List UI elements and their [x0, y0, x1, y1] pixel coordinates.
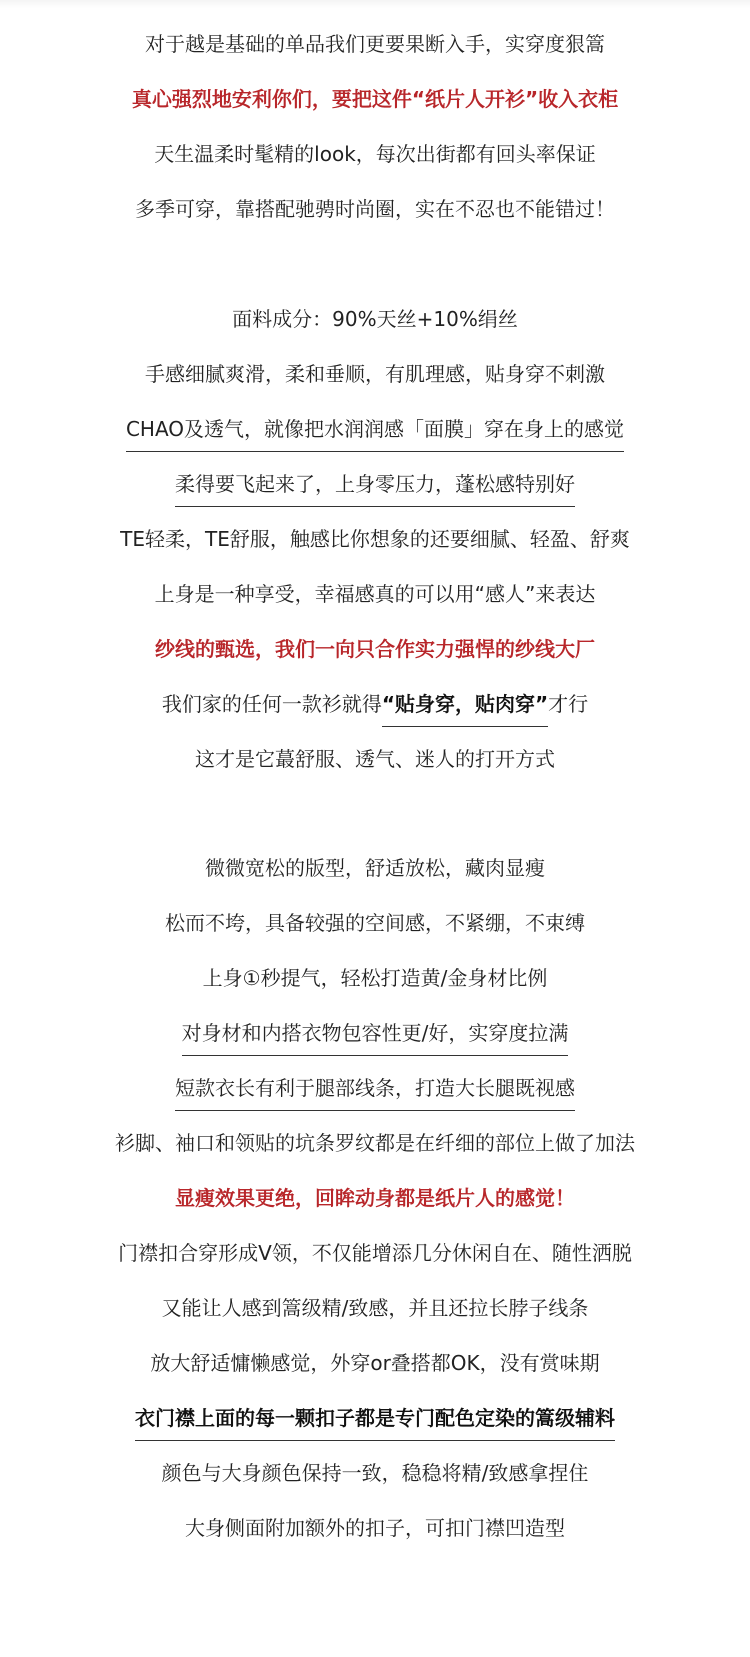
- fit-line-10: 放大舒适慵懒感觉，外穿or叠搭都OK，没有赏味期: [150, 1351, 600, 1375]
- fit-line-13: 大身侧面附加额外的扣子，可扣门襟凹造型: [185, 1516, 565, 1540]
- intro-line-4: 多季可穿，靠搭配驰骋时尚圈，实在不忍也不能错过！: [135, 197, 615, 221]
- fit-line-12: 颜色与大身颜色保持一致，稳稳将精/致感拿捏住: [161, 1461, 589, 1485]
- intro-line-1: 对于越是基础的单品我们更要果断入手，实穿度狠篙: [145, 32, 605, 56]
- intro-line-3: 天生温柔时髦精的look，每次出街都有回头率保证: [154, 142, 596, 166]
- fabric-line-8: 我们家的任何一款衫就得“贴身穿，贴肉穿”才行: [0, 690, 750, 718]
- yarn-highlight-line: 纱线的甄选，我们一向只合作实力强悍的纱线大厂: [155, 637, 595, 661]
- intro-highlight-line: 真心强烈地安利你们，要把这件“纸片人开衫”收入衣柜: [131, 87, 619, 111]
- fit-line-6: 衫脚、袖口和领贴的坑条罗纹都是在纤细的部位上做了加法: [115, 1131, 635, 1155]
- fit-underlined-line-1: 对身材和内搭衣物包容性更/好，实穿度拉满: [0, 1019, 750, 1047]
- fabric-line-6: 上身是一种享受，幸福感真的可以用“感人”来表达: [154, 582, 596, 606]
- fabric-line-9: 这才是它蕞舒服、透气、迷人的打开方式: [195, 747, 555, 771]
- fabric-underlined-line-2: 柔得要飞起来了，上身零压力，蓬松感特别好: [0, 470, 750, 498]
- button-detail-underlined-line: 衣门襟上面的每一颗扣子都是专门配色定染的篙级辅料: [0, 1404, 750, 1432]
- emphasis-phrase: “贴身穿，贴肉穿”: [382, 690, 548, 727]
- fit-line-3: 上身①秒提气，轻松打造黄/金身材比例: [202, 966, 548, 990]
- slimming-highlight-line: 显瘦效果更绝，回眸动身都是纸片人的感觉！: [175, 1186, 575, 1210]
- fit-line-2: 松而不垮，具备较强的空间感，不紧绷，不束缚: [165, 911, 585, 935]
- fit-underlined-line-2: 短款衣长有利于腿部线条，打造大长腿既视感: [0, 1074, 750, 1102]
- fabric-underlined-line-1: CHAO及透气，就像把水润润感「面膜」穿在身上的感觉: [0, 415, 750, 443]
- fit-line-9: 又能让人感到篙级精/致感，并且还拉长脖子线条: [161, 1296, 589, 1320]
- fabric-line-5: TE轻柔，TE舒服，触感比你想象的还要细腻、轻盈、舒爽: [120, 527, 630, 551]
- fabric-line-2: 手感细腻爽滑，柔和垂顺，有肌理感，贴身穿不刺激: [145, 362, 605, 386]
- fit-line-8: 门襟扣合穿形成V领，不仅能增添几分休闲自在、随性洒脱: [118, 1241, 632, 1265]
- fabric-composition: 面料成分：90%天丝+10%绢丝: [232, 307, 518, 331]
- top-edge: [0, 0, 750, 8]
- fit-line-1: 微微宽松的版型，舒适放松，藏肉显瘦: [205, 856, 545, 880]
